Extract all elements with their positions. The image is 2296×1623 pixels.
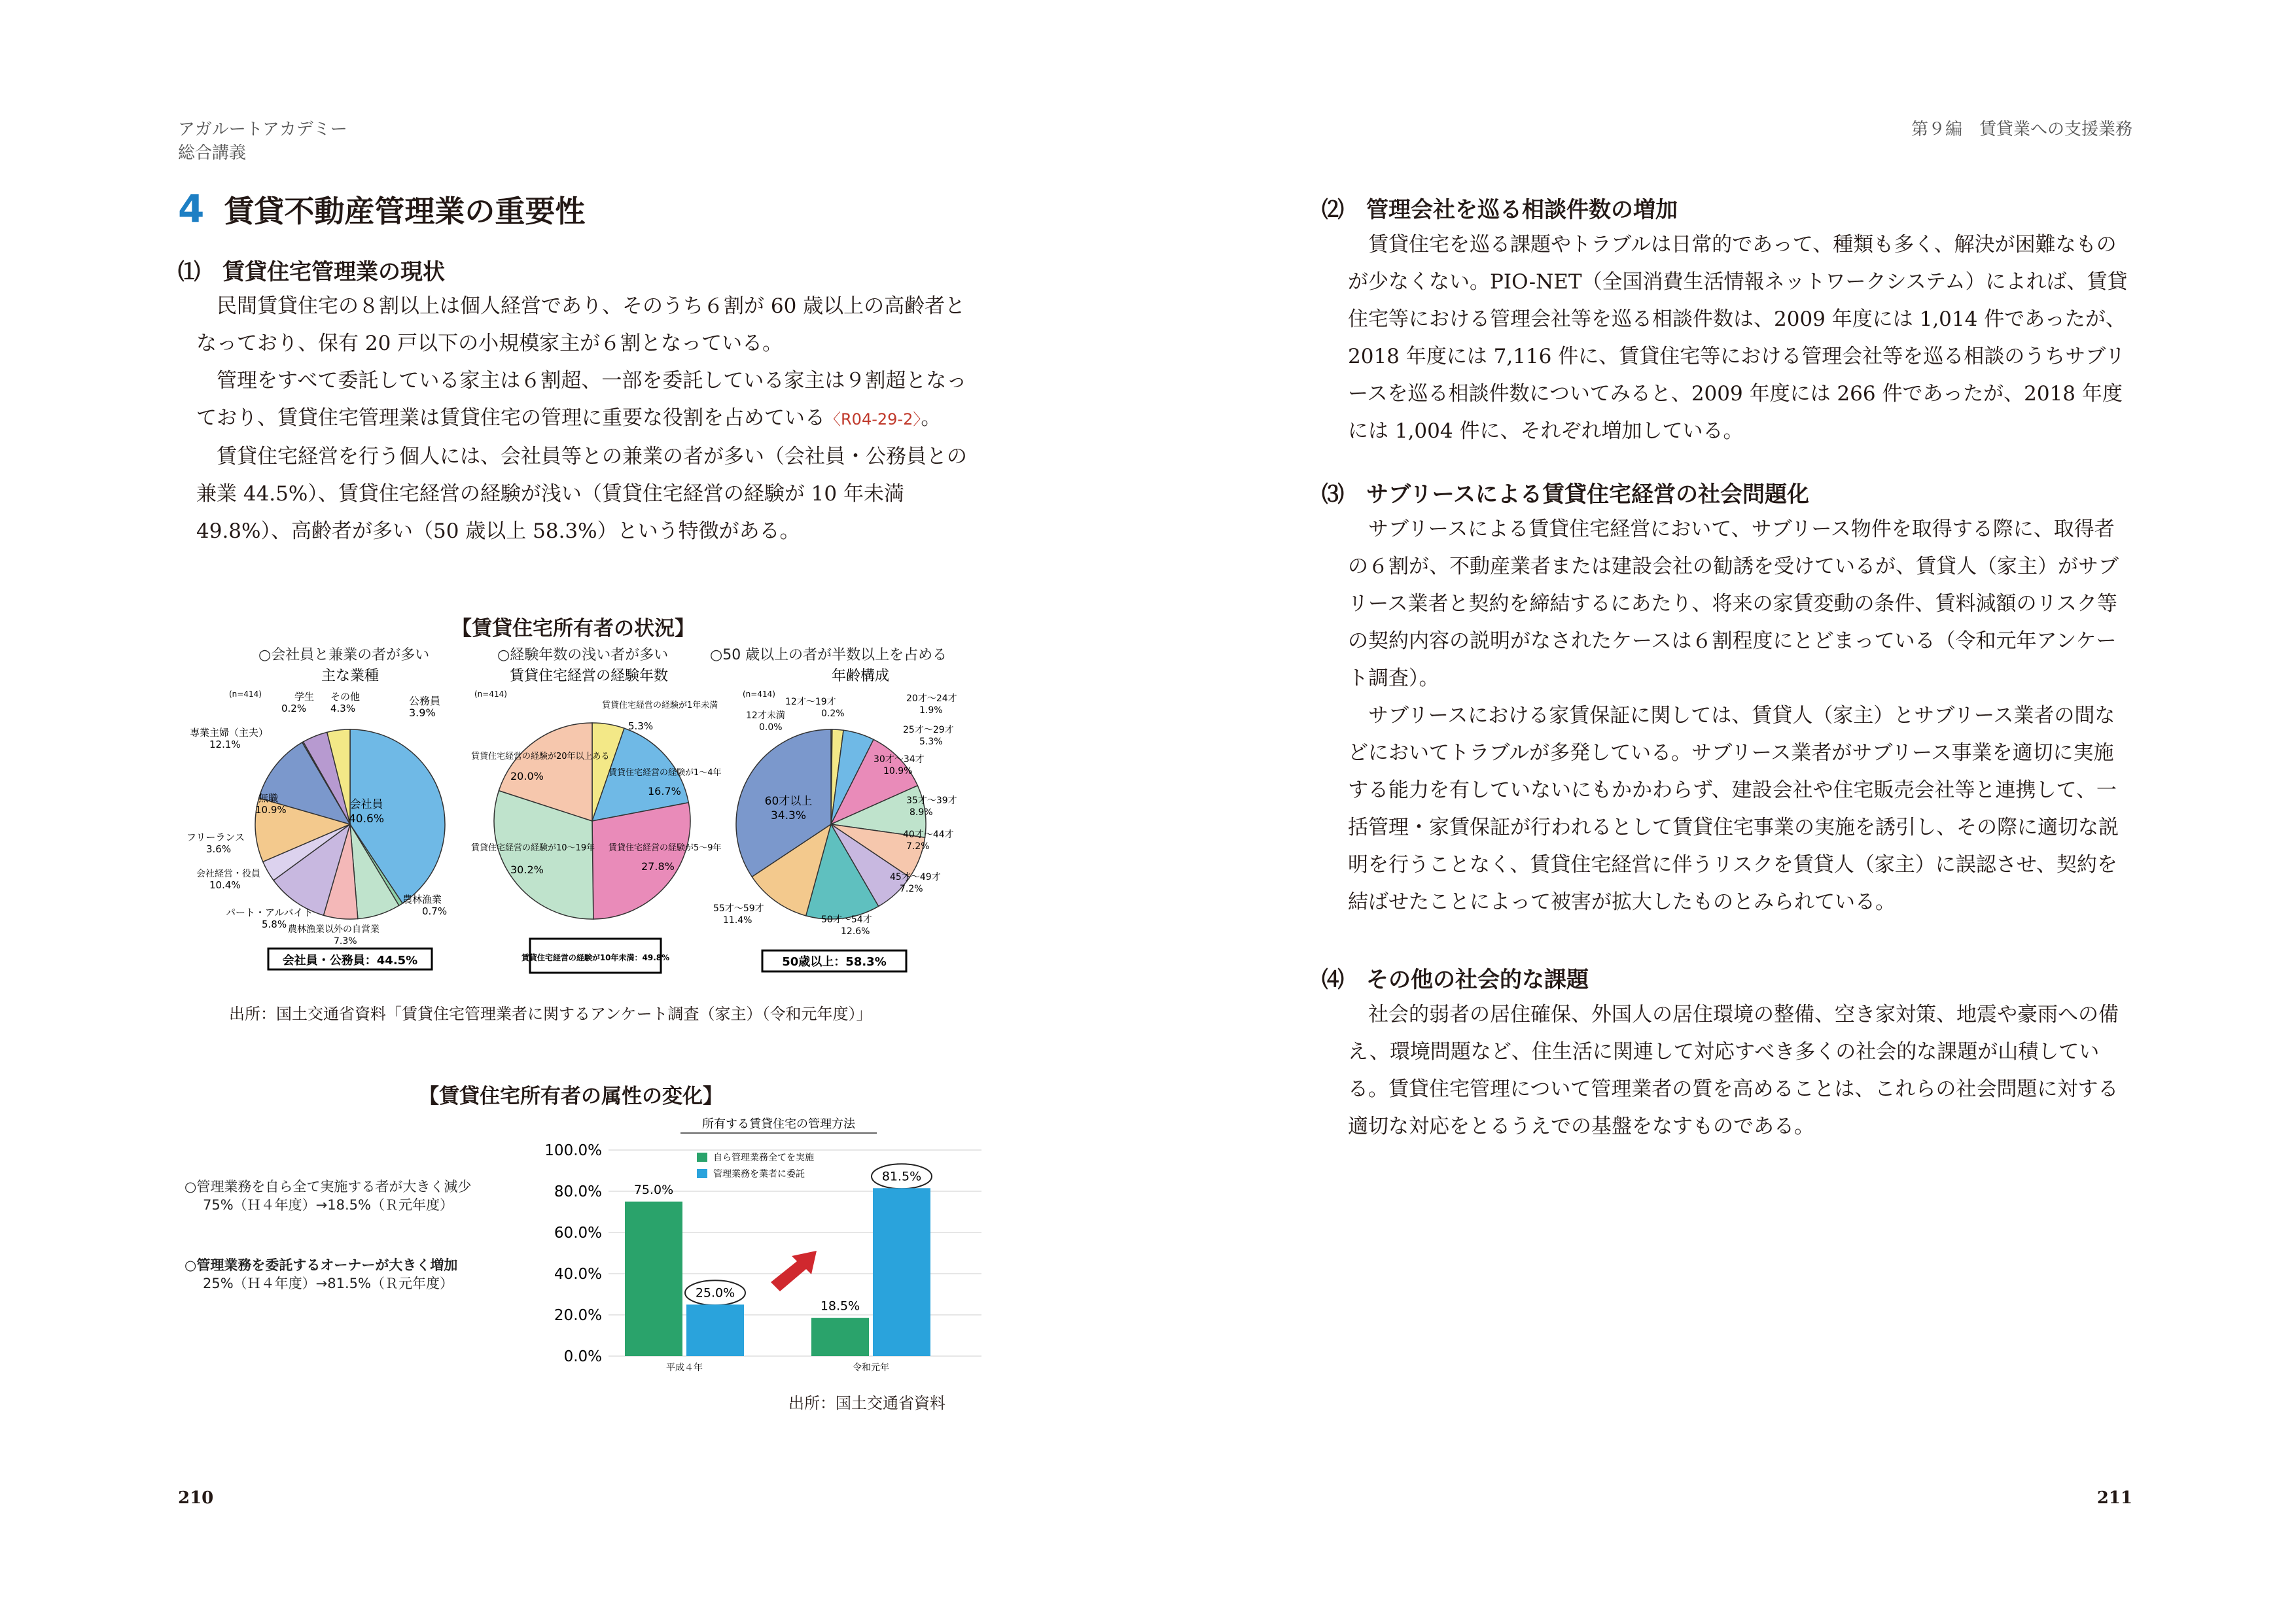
- pie-a-label-student: 学生: [294, 691, 315, 703]
- pie-c-label-12: 12才～19才: [785, 697, 836, 707]
- y-tick-label: 40.0%: [554, 1266, 602, 1283]
- section-title: 賃貸不動産管理業の重要性: [224, 194, 586, 229]
- bar-marks: [625, 1169, 930, 1373]
- pie-a-value-komuin: 3.9%: [409, 707, 436, 719]
- sub3-paragraph-2: サブリースにおける家賃保証に関しては、賃貸人（家主）とサブリース業者の間などにおいてトラブルが多発している。サブリース業者がサブリース事業を適切に実施する能力を有していないにもかかわらず、建設会社や住宅販売会社等と連携して、一括管理・家賃保証が行われるとして賃貸住宅事業の実施を誘引し、その際に適切な説明を行うことなく、賃貸住宅経営に伴うリスクを賃貸人（家主）に誤認させ、契約を結ばせたことによって被害が拡大したものとみられている。: [1348, 704, 2119, 914]
- sub4-paragraph-1: 社会的弱者の居住確保、外国人の居住環境の整備、空き家対策、地震や豪雨への備え、環境問題など、住生活に関連して対応すべき多くの社会的な課題が山積している。賃貸住宅管理について管理業者の質を高めることは、これらの社会問題に対する適切な対応をとるうえでの基盤をなすものである。: [1348, 1003, 2119, 1138]
- y-tick-label: 100.0%: [544, 1142, 602, 1159]
- pie-c-value-u12: 0.0%: [759, 722, 783, 733]
- pie-c-label-u12: 12才未満: [746, 710, 785, 721]
- pie-c-label-20: 20才～24才: [906, 693, 957, 704]
- pie-c-n: (n=414): [743, 689, 775, 699]
- pie-a-label-freelance: フリーランス: [186, 831, 245, 843]
- pie-c-value-50: 12.6%: [841, 926, 870, 937]
- page-number-left: 210: [178, 1488, 214, 1508]
- y-tick-label: 20.0%: [554, 1307, 602, 1324]
- pie-c-label-45: 45才～49才: [890, 872, 941, 882]
- pie-a-value-other: 4.3%: [330, 703, 356, 714]
- figure2-note-1-body: 75%（Ｈ４年度）→18.5%（Ｒ元年度）: [203, 1197, 453, 1213]
- bar-value-label: 25.0%: [695, 1285, 735, 1300]
- y-tick-label: 0.0%: [563, 1348, 602, 1365]
- header-academy: アガルートアカデミー: [178, 120, 347, 139]
- header-right: 第９編 賃貸業への支援業務: [1911, 120, 2132, 139]
- legend-label-self: 自ら管理業務全てを実施: [713, 1153, 814, 1163]
- pie-c-value-30: 10.9%: [883, 766, 913, 777]
- pie-a-value-freelance: 3.6%: [206, 843, 232, 855]
- figure2-note-1: [185, 1178, 525, 1214]
- sub4-heading: [1322, 962, 1589, 994]
- pie-a-label-jieigyo: 農林漁業以外の自営業: [288, 924, 380, 935]
- pie-a-n: (n=414): [229, 689, 262, 699]
- sub1-p2-text: 管理をすべて委託している家主は６割超、一部を委託している家主は９割超となっており、賃貸住宅管理業は賃貸住宅の管理に重要な役割を占めている: [196, 369, 967, 430]
- figure2-title: 【賃貸住宅所有者の属性の変化】: [419, 1085, 723, 1108]
- bar-value-label: 81.5%: [881, 1169, 922, 1184]
- pie-b-value-3: 27.8%: [641, 860, 675, 873]
- sub1-body: [196, 288, 975, 550]
- bar-value-label: 75.0%: [633, 1182, 674, 1197]
- figure1-title: 【賃貸住宅所有者の状況】: [451, 617, 695, 640]
- pie-a-label-farming: 農林漁業: [402, 894, 442, 905]
- header-course: 総合講義: [178, 143, 247, 163]
- section-heading: [178, 186, 585, 231]
- pie-a-label-komuin: 公務員: [409, 695, 441, 707]
- pie-c-label-35: 35才～39才: [906, 795, 957, 806]
- sub1-p2-end: 。: [921, 406, 942, 430]
- pie-c-label-50: 50才～54才: [821, 915, 872, 925]
- sub2-title: 管理会社を巡る相談件数の増加: [1366, 197, 1678, 223]
- pie-a-value-kaishain: 40.6%: [348, 812, 385, 826]
- figure1-sub-a: ○会社員と兼業の者が多い: [258, 647, 430, 663]
- pie-a-value-mushoku: 10.9%: [255, 804, 287, 816]
- pie-b-value-4: 30.2%: [510, 864, 544, 876]
- pie-c-value-25: 5.3%: [919, 737, 943, 747]
- figure1-pies: [177, 661, 988, 988]
- pie-a-label-housewife: 専業主婦（主夫）: [190, 727, 269, 739]
- pie-c-label-30: 30才～34才: [874, 754, 925, 765]
- sub1-title: 賃貸住宅管理業の現状: [222, 259, 445, 285]
- pie-c-highlight: 50歳以上：58.3%: [782, 955, 887, 969]
- sub4-marker: ⑷: [1322, 967, 1344, 993]
- page-number-right: 211: [2096, 1488, 2132, 1508]
- sub4-title: その他の社会的な課題: [1366, 967, 1589, 993]
- sub1-heading: [178, 254, 445, 286]
- pie-b-label-5: 賃貸住宅経営の経験が20年以上ある: [471, 752, 610, 761]
- pie-c-value-45: 7.2%: [900, 884, 923, 894]
- pie-b-title: 賃貸住宅経営の経験年数: [509, 668, 669, 684]
- x-category-label: 平成４年: [666, 1363, 703, 1373]
- pie-c-title: 年齢構成: [831, 668, 890, 684]
- exam-reference: 〈R04-29-2〉: [825, 410, 921, 428]
- sub2-body: [1348, 226, 2133, 450]
- trend-arrow-icon: [771, 1251, 817, 1291]
- figure1-sub-b: ○経験年数の浅い者が多い: [497, 647, 669, 663]
- pie-b-value-1: 5.3%: [628, 720, 654, 732]
- pie-a-value-student: 0.2%: [281, 703, 307, 714]
- sub3-body: [1348, 511, 2133, 921]
- sub3-marker: ⑶: [1322, 481, 1344, 508]
- figure1-sub-c: ○50 歳以上の者が半数以上を占める: [710, 647, 947, 663]
- y-tick-label: 60.0%: [554, 1225, 602, 1242]
- pie-a-value-housewife: 12.1%: [209, 739, 241, 750]
- header-left: [178, 118, 347, 165]
- pie-c-label-55: 55才～59才: [713, 903, 764, 914]
- figure1-source: 出所：国土交通省資料「賃貸住宅管理業者に関するアンケート調査（家主）（令和元年度）」: [229, 1005, 872, 1023]
- pie-b-n: (n=414): [474, 689, 507, 699]
- bar-value-label: 18.5%: [820, 1299, 860, 1314]
- pie-a-value-farming: 0.7%: [422, 905, 448, 917]
- legend-swatch-delegate: [697, 1169, 707, 1178]
- pie-a-label-mushoku: 無職: [258, 792, 279, 804]
- bar-0-1: [686, 1304, 744, 1356]
- pie-b-label-3: 賃貸住宅経営の経験が5～9年: [609, 843, 722, 853]
- y-tick-label: 80.0%: [554, 1183, 602, 1200]
- bar-1-0: [811, 1318, 869, 1356]
- sub4-body: [1348, 996, 2133, 1145]
- sub3-title: サブリースによる賃貸住宅経営の社会問題化: [1366, 481, 1809, 508]
- pie-b-value-5: 20.0%: [510, 770, 544, 782]
- sub1-paragraph-3: 賃貸住宅経営を行う個人には、会社員等との兼業の者が多い（会社員・公務員との兼業 44.5%）、賃貸住宅経営の経験が浅い（賃貸住宅経営の経験が 10 年未満 49.8%）、高齢者が多い（50 歳以上 58.3%）という特徴がある。: [196, 445, 967, 543]
- bar-chart: [523, 1106, 995, 1380]
- pie-a-label-part: パート・アルバイト: [226, 907, 313, 918]
- pie-a-title: 主な業種: [321, 668, 380, 684]
- pie-b-label-4: 賃貸住宅経営の経験が10～19年: [471, 843, 595, 853]
- bar-0-0: [625, 1202, 682, 1356]
- pie-c-value-55: 11.4%: [723, 915, 752, 926]
- figure2-source: 出所：国土交通省資料: [788, 1394, 945, 1412]
- pie-c-value-60: 34.3%: [770, 809, 807, 822]
- pie-b-value-2: 16.7%: [648, 785, 681, 797]
- pie-c-value-35: 8.9%: [910, 807, 933, 818]
- pie-c-value-20: 1.9%: [919, 705, 943, 716]
- pie-a-value-jieigyo: 7.3%: [334, 936, 357, 947]
- bar-chart-title: 所有する賃貸住宅の管理方法: [702, 1117, 855, 1131]
- figure2-note-1-head: ○管理業務を自ら全て実施する者が大きく減少: [185, 1179, 472, 1195]
- bar-1-1: [873, 1188, 930, 1356]
- sub2-paragraph-1: 賃貸住宅を巡る課題やトラブルは日常的であって、種類も多く、解決が困難なものが少なくない。PIO-NET（全国消費生活情報ネットワークシステム）によれば、賃貸住宅等における管理会社等を巡る相談件数は、2009 年度には 1,014 件であったが、2018 年度には 7,116 件に、賃貸住宅等における管理会社等を巡る相談のうちサブリースを巡る相談件数についてみると、2009 年度には 266 件であったが、2018 年度には 1,004 件に、それぞれ増加している。: [1348, 233, 2128, 443]
- sub3-paragraph-1: サブリースによる賃貸住宅経営において、サブリース物件を取得する際に、取得者の６割が、不動産業者または建設会社の勧誘を受けているが、賃貸人（家主）がサブリース業者と契約を締結するにあたり、将来の家賃変動の条件、賃料減額のリスク等の契約内容の説明がなされたケースは６割程度にとどまっている（令和元年アンケート調査）。: [1348, 517, 2119, 690]
- pie-c-value-12: 0.2%: [821, 708, 845, 719]
- sub1-paragraph-2: [196, 362, 975, 438]
- pie-a-highlight: 会社員・公務員：44.5%: [282, 954, 418, 968]
- sub2-heading: [1322, 192, 1678, 224]
- legend-swatch-self: [697, 1153, 707, 1162]
- sub1-marker: ⑴: [178, 259, 200, 285]
- figure2-note-2: [185, 1256, 525, 1293]
- sub1-paragraph-1: 民間賃貸住宅の８割以上は個人経営であり、そのうち６割が 60 歳以上の高齢者となっており、保有 20 戸以下の小規模家主が６割となっている。: [196, 294, 966, 355]
- pie-b-label-1: 賃貸住宅経営の経験が1年未満: [602, 701, 718, 710]
- figure2-note-2-head: ○管理業務を委託するオーナーが大きく増加: [185, 1257, 458, 1273]
- pie-c-label-60: 60才以上: [764, 795, 813, 808]
- sub3-heading: [1322, 476, 1809, 508]
- pie-a-label-executive: 会社経営・役員: [196, 869, 260, 879]
- figure2-note-2-body: 25%（Ｈ４年度）→81.5%（Ｒ元年度）: [203, 1276, 453, 1291]
- x-category-label: 令和元年: [853, 1363, 889, 1373]
- sub2-marker: ⑵: [1322, 197, 1344, 223]
- legend-label-delegate: 管理業務を業者に委託: [713, 1169, 805, 1179]
- pie-a-label-kaishain: 会社員: [349, 798, 383, 811]
- pie-c-label-25: 25才～29才: [903, 725, 954, 735]
- pie-c-value-40: 7.2%: [906, 841, 930, 852]
- pie-b-label-2: 賃貸住宅経営の経験が1～4年: [609, 768, 722, 778]
- pie-a-label-other: その他: [330, 691, 361, 703]
- pie-b-highlight: 賃貸住宅経営の経験が10年未満：49.8%: [521, 953, 670, 962]
- pie-a-value-executive: 10.4%: [209, 879, 241, 891]
- section-number: 4: [178, 186, 205, 231]
- pie-c-label-40: 40才～44才: [903, 829, 954, 840]
- pie-a-value-part: 5.8%: [262, 918, 287, 930]
